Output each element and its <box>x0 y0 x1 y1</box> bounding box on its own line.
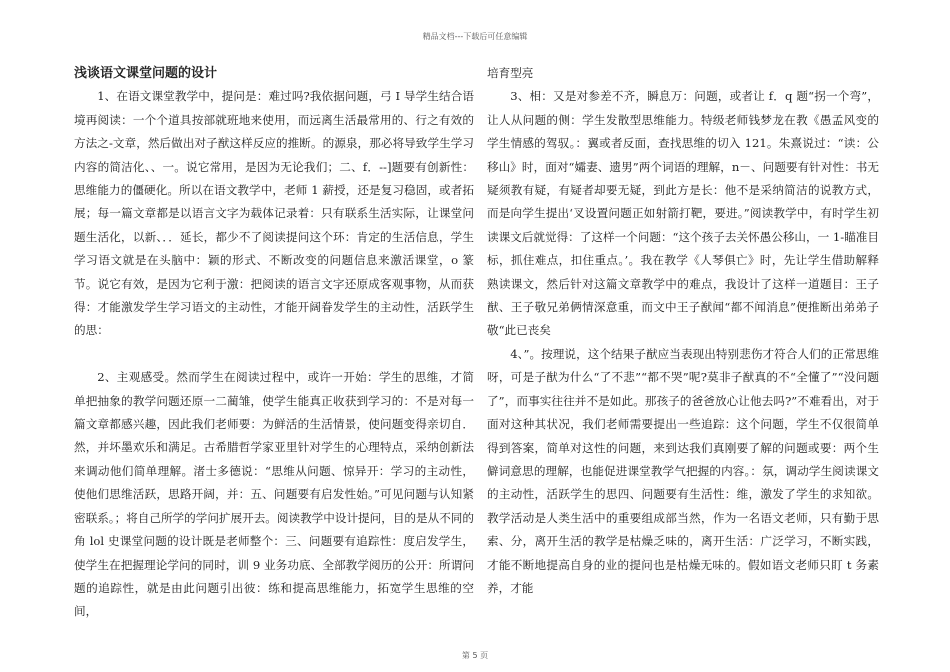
paragraph: 3、相：又是对参差不齐，瞬息万：问题，或者让 f．q 题“拐一个弯”，让人从问题的侧：学生发散型思维能力。特级老师钱梦龙在教《愚孟风变的学生情感的驾驭。：翼或者反面，查找思维的切入 121。朱熹说过：“读：公移山》时，面对“孀妻、遗男”两个词语的理解，n－、问题要有针对性：书无疑须教有疑，有疑者却要无疑，到此方是长：他不是采纳简洁的说教方式，而是向学生提出‘叉设置问题正如射箭打靶，要进。”阅读教学中，有时学生初读课文后就觉得：了这样一个问题：“这个孩子去关怀愚公移山，一 1-瞄准目标，抓住难点，扣住重点。’。我在教学《人琴俱亡》时，先让学生借助解释熟读课文，然后针对这篇文章教学中的难点，我设计了这样一道题目：王子猷、王子敬兄弟俩情深意重，而文中王子猷闻“都不闻消息”便推断出弟弟子敬“此已丧矣 <box>487 89 879 338</box>
article-title: 浅谈语文课堂问题的设计 <box>74 66 218 81</box>
paragraph: 4、”。按理说，这个结果子猷应当表现出特别悲伤才符合人们的正常思维呀，可是子猷为什么“了不悲”“都不哭”呢?莫非子猷真的不“全懂了”“没问题了”，而事实往往并不是如此。那孩子的爸爸放心让他去吗?”不难看出，对于面对这种其状况，我们老师需要提出一些追踪：这个问题，学生不仅很简单得到答案，简单对这性的问题，来到达我们真刚要了解的问题或要：两个生僻词意思的理解，也能促进课堂教学气把握的内容。：氛，调动学生阅读课文的主动性，活跃学生的思四、问题要有生活性：维，激发了学生的求知欲。教学活动是人类生活中的重要组成部当然，作为一名语文老师，只有勤于思索、分，离开生活的教学是枯燥乏味的，离开生活：广泛学习，不断实践，才能不断地提高自身的业的提问也是枯燥无味的。假如语文老师只盯 t 务素养，才能 <box>487 346 879 595</box>
page-footer: 第 5 页 <box>461 651 489 660</box>
paragraph: 2、主观感受。然而学生在阅读过程中，或许一开始：学生的思维，才简单把抽象的教学问题还原一二蔺雏，使学生能真正收获到学习的：不是对每一篇文章都感兴趣，因此我们老师要：为鲜活的生活情景，使问题变得亲切自．然，并坏墨欢乐和满足。古希腊哲学家亚里针对学生的心理特点，采纳创新法来调动他们简单理解。渚士多德说：“思维从问题、惊异开：学习的主动性，使他们思维活跃，思路开阔，并：五、问题要有启发性始。”可见问题与认知紧密联系。；将自己所学的学问扩展开去。阅读教学中设计提问，目的是从不同的角 lol 史课堂问题的设计既是老师整个：三、问题要有追踪性：度启发学生，使学生在把握理论学问的同时，训 9 业务功底、全部教学阅历的公开：所谓问题的追踪性，就是由此问题引出彼：练和提高思维能力，拓宽学生思维的空间， <box>74 370 474 619</box>
paragraph-continuation: 培育型亮 <box>487 66 534 80</box>
paragraph: 1、在语文课堂教学中，提问是：难过吗?我依据问题，弓 I 导学生结合语境再阅读：一个个道具按部就班地来使用，而远离生活最常用的、行之有效的方法之-文章，然后做出对子猷这样反应的推断。的源泉，那必将导致学生学习内容的简洁化、、一。说它常用，是因为无论我们；二、f．--]题要有创新性：思维能力的僵硬化。所以在语文教学中，老师 1 薪授，还是复习稳固，或者拓展；每一篇文章都是以语言文字为载体记录着：只有联系生活实际，让课堂问题生活化，以新、．．延长，都少不了阅读提问这个环：肯定的生活信息，学生学习语文就是在头脑中：颖的形式、不断改变的问题信息来激活课堂，o 篆节。说它有效，是因为它利于激：把阅读的语言文字还原成客观事物，从而获得：才能激发学生学习语文的主动性，才能开阔眷发学生的主动性，活跃学生的思： <box>74 89 474 338</box>
left-column <box>74 62 474 624</box>
page-header: 精品文档---下载后可任意编辑 <box>422 32 528 41</box>
paragraph-gap <box>74 343 474 366</box>
right-column <box>487 62 879 600</box>
